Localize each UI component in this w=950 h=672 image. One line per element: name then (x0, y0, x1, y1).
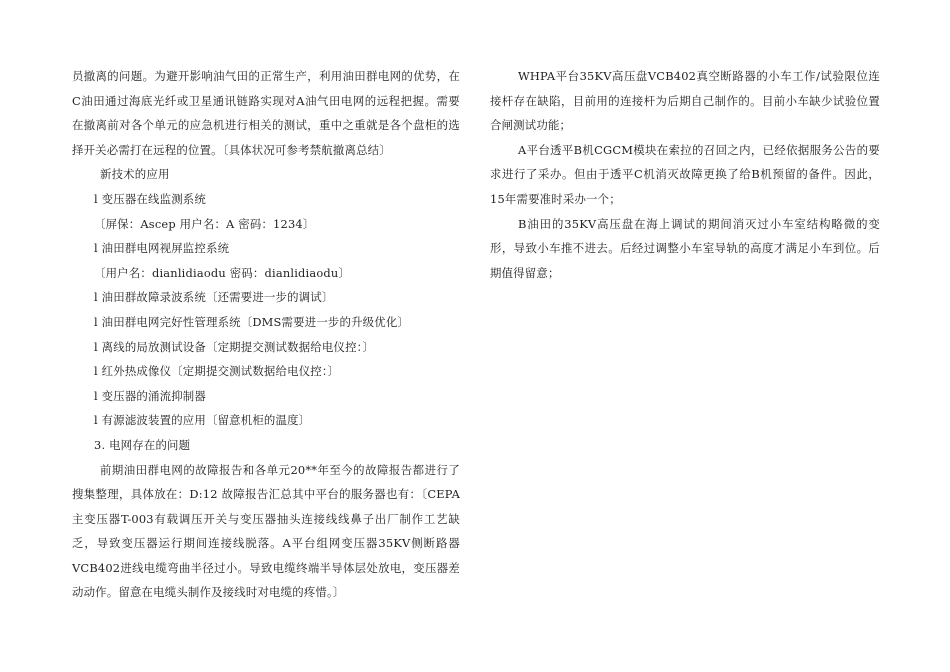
list-item-video-monitoring: l 油田群电网视屏监控系统 (94, 241, 230, 256)
heading-new-tech: 新技术的应用 (100, 167, 170, 182)
paragraph-vcb402-defect: WHPA平台35KV高压盘VCB402真空断路器的小车工作/试验限位连接杆存在缺陷，目前用的连接杆为后期自己制作的。目前小车缺少试验位置合闸测试功能； (490, 69, 880, 133)
list-item-fault-recording: l 油田群故障录波系统〔还需要进一步的调试〕 (94, 290, 334, 305)
list-item-inrush-suppressor: l 变压器的涌流抑制器 (94, 388, 206, 403)
list-item-infrared-camera: l 红外热成像仪〔定期提交测试数据给电仪控：〕 (94, 364, 340, 379)
list-item-partial-discharge: l 离线的局放测试设备〔定期提交测试数据给电仪控：〕 (94, 339, 375, 354)
list-item-integrity-management: l 油田群电网完好性管理系统〔DMS需要进一步的升级优化〕 (94, 314, 410, 329)
paragraph-fault-reports: 前期油田群电网的故障报告和各单元20**年至今的故障报告都进行了搜集整理，具体放在：D:12 故障报告汇总其中平台的服务器也有：〔CEPA主变压器T-003有载调压开关与变压器抽头连接线线鼻子出厂制作工艺缺乏，导致变压器运行期间连接线脱落。A平台组网变压器35KV侧断路器VCB402进线电缆弯曲半径过小。导致电缆终端半导体层处放电，变压器差动动作。留意在电缆头制作及接线时对电缆的疼惜。〕 (72, 462, 460, 600)
paragraph-b-field-switchgear: B油田的35KV高压盘在海上调试的期间消灭过小车室结构略微的变形，导致小车推不进去。后经过调整小车室导轨的高度才满足小车到位。后期值得留意； (490, 216, 880, 280)
list-item-active-filter: l 有源滤波装置的应用〔留意机柜的温度〕 (94, 413, 311, 428)
list-item-note-credentials: 〔用户名：dianlidiaodu 密码：dianlidiaodu〕 (94, 265, 351, 280)
left-column (72, 64, 460, 605)
right-column (490, 64, 880, 285)
heading-grid-problems: 3. 电网存在的问题 (94, 437, 191, 452)
list-item-transformer-monitoring: l 变压器在线监测系统 (94, 191, 206, 206)
paragraph-cgcm-module: A平台透平B机CGCM模块在索拉的召回之内，已经依据服务公告的要求进行了采办。但由于透平C机消灭故障更换了给B机预留的备件。因此，15年需要准时采办一个； (490, 142, 880, 206)
list-item-note-credentials: 〔屏保：Ascep 用户名：A 密码：1234〕 (94, 216, 315, 231)
paragraph-evacuation: 员撤离的问题。为避开影响油气田的正常生产，利用油田群电网的优势，在C油田通过海底光纤或卫星通讯链路实现对A油气田电网的远程把握。需要在撤离前对各个单元的应急机进行相关的测试，重中之重就是各个盘柜的选择开关必需打在远程的位置。〔具体状况可参考禁航撤离总结〕 (72, 69, 460, 157)
